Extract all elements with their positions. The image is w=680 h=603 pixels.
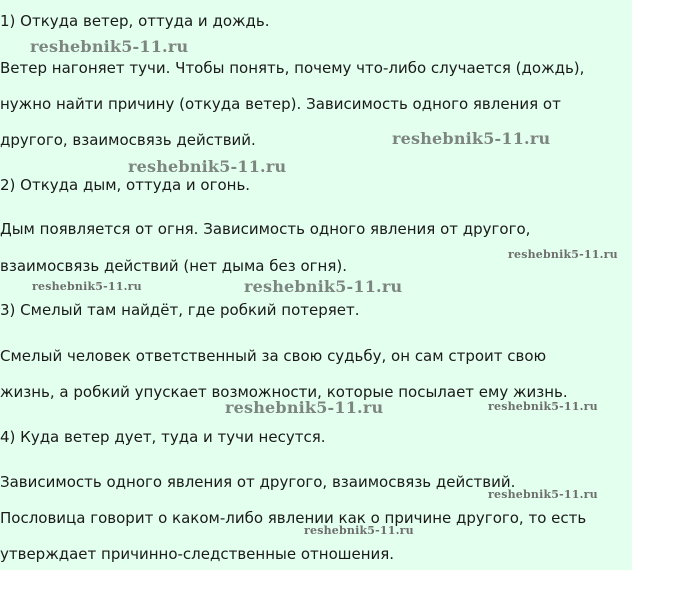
watermark-text: reshebnik5-11.ru [244, 277, 403, 296]
watermark-text: reshebnik5-11.ru [30, 37, 189, 56]
watermark-text: reshebnik5-11.ru [225, 398, 384, 417]
proverb-2-text-line: взаимосвязь действий (нет дыма без огня). [0, 257, 347, 275]
watermark-text: reshebnik5-11.ru [392, 129, 551, 148]
watermark-text: reshebnik5-11.ru [128, 157, 287, 176]
proverb-3-text-line: жизнь, а робкий упускает возможности, которые посылает ему жизнь. [0, 383, 568, 401]
watermark-text: reshebnik5-11.ru [508, 248, 618, 261]
proverb-1-text-line: Ветер нагоняет тучи. Чтобы понять, почему что-либо случается (дождь), [0, 59, 585, 77]
proverb-1-heading: 1) Откуда ветер, оттуда и дождь. [0, 12, 270, 30]
watermark-text: reshebnik5-11.ru [32, 280, 142, 293]
proverb-2-heading: 2) Откуда дым, оттуда и огонь. [0, 176, 251, 194]
watermark-text: reshebnik5-11.ru [488, 400, 598, 413]
proverb-2-text-line: Дым появляется от огня. Зависимость одного явления от другого, [0, 220, 531, 238]
proverb-4-text-line: Зависимость одного явления от другого, взаимосвязь действий. [0, 473, 516, 491]
proverb-4-text-line: утверждает причинно-следственные отношения. [0, 545, 395, 563]
proverb-4-heading: 4) Куда ветер дует, туда и тучи несутся. [0, 428, 326, 446]
proverb-3-text-line: Смелый человек ответственный за свою судьбу, он сам строит свою [0, 347, 547, 365]
proverb-4-text-line: Пословица говорит о каком-либо явлении как о причине другого, то есть [0, 509, 587, 527]
proverb-1-text-line: другого, взаимосвязь действий. [0, 131, 256, 149]
proverb-1-text-line: нужно найти причину (откуда ветер). Зависимость одного явления от [0, 95, 561, 113]
proverb-3-heading: 3) Смелый там найдёт, где робкий потеряет. [0, 301, 360, 319]
watermark-text: reshebnik5-11.ru [488, 488, 598, 501]
watermark-text: reshebnik5-11.ru [304, 524, 414, 537]
